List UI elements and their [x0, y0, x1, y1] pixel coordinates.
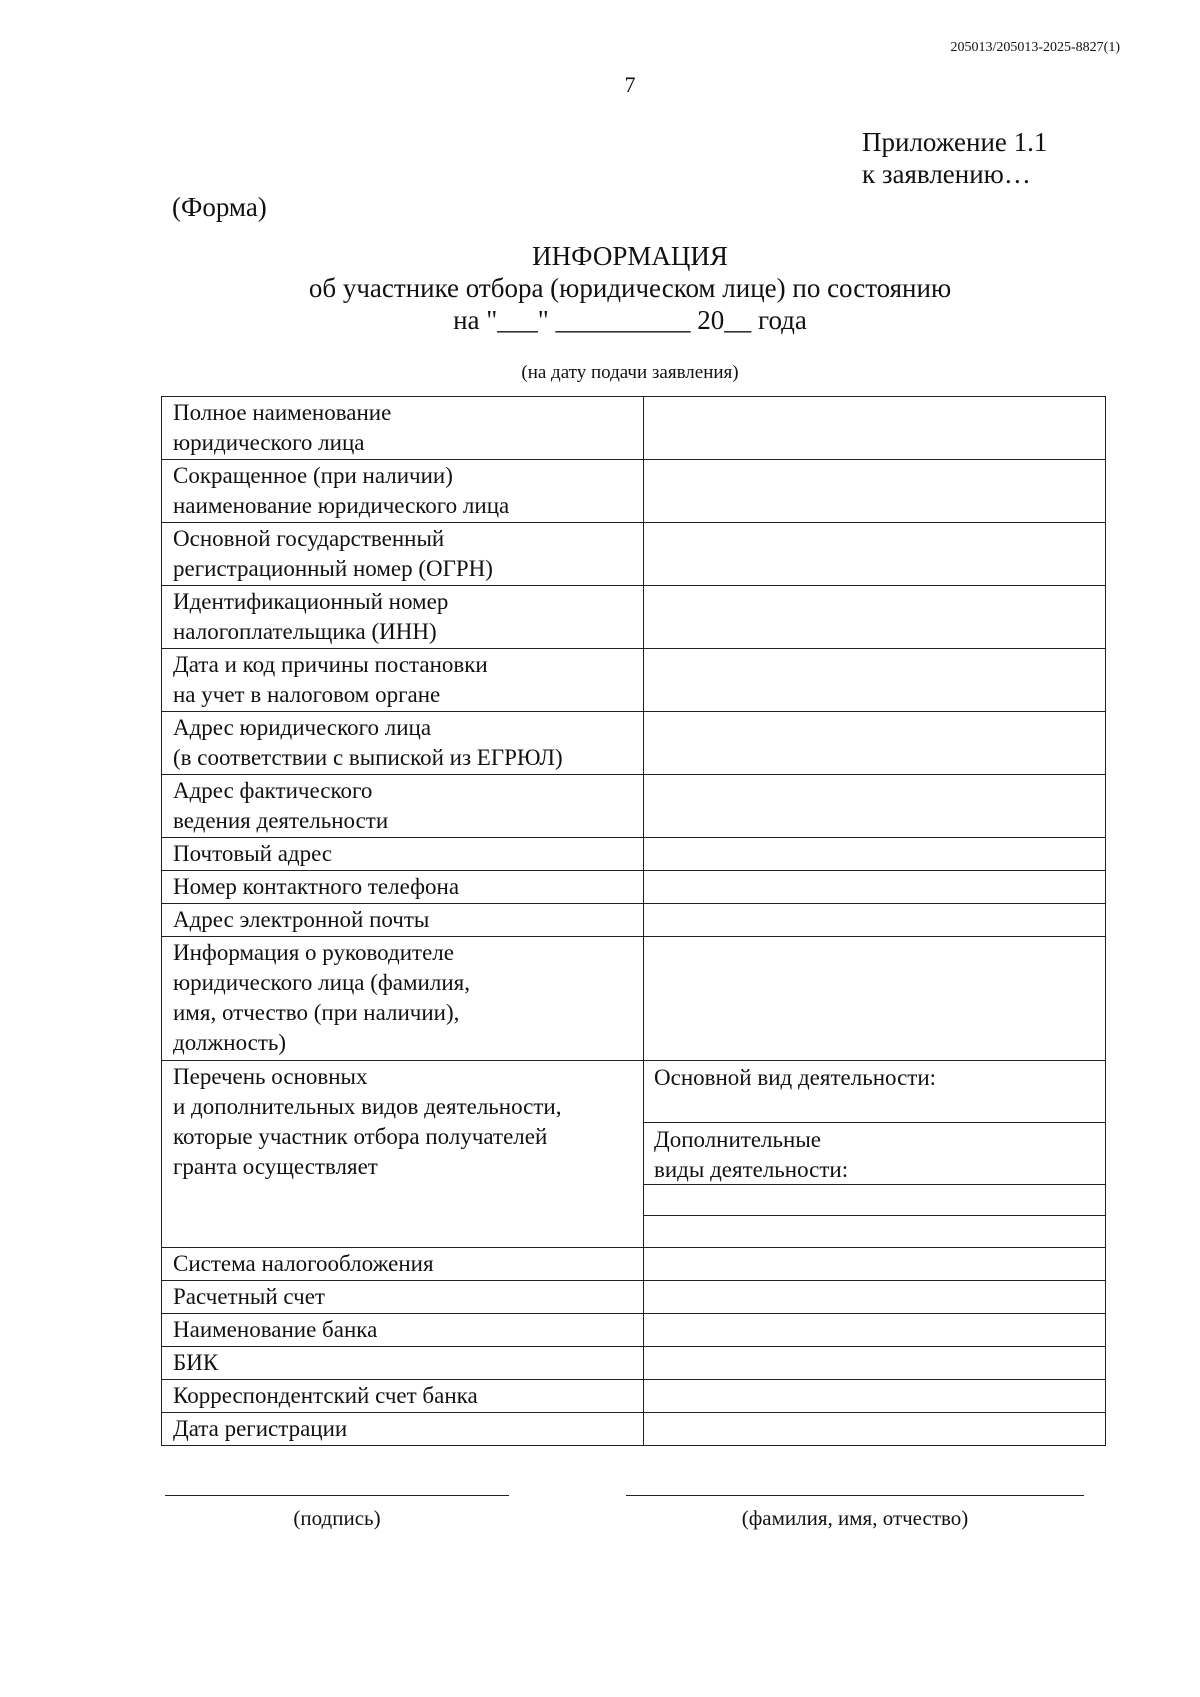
row-label: Сокращенное (при наличии) наименование юридического лица [162, 460, 644, 523]
row-value-field[interactable] [644, 1248, 1106, 1281]
appendix-line-2: к заявлению… [862, 159, 1031, 189]
row-value-field[interactable] [644, 871, 1106, 904]
row-label: Система налогообложения [162, 1248, 644, 1281]
row-label: Адрес фактического ведения деятельности [162, 775, 644, 838]
row-value-field[interactable] [644, 649, 1106, 712]
row-label: Корреспондентский счет банка [162, 1380, 644, 1413]
row-label: Основной государственный регистрационный номер (ОГРН) [162, 523, 644, 586]
row-value-field[interactable] [644, 1413, 1106, 1446]
row-value-field[interactable] [644, 904, 1106, 937]
additional-activities-field[interactable]: Дополнительные виды деятельности: [644, 1123, 1105, 1185]
table-row [162, 775, 1106, 838]
appendix-line-1: Приложение 1.1 [862, 127, 1048, 157]
row-label: Номер контактного телефона [162, 871, 644, 904]
table-row [162, 1380, 1106, 1413]
table-row [162, 586, 1106, 649]
activities-cell [644, 1061, 1106, 1248]
page-number: 7 [624, 72, 636, 97]
row-value-field[interactable] [644, 712, 1106, 775]
row-label: Почтовый адрес [162, 838, 644, 871]
table-row [162, 937, 1106, 1061]
table-row [162, 397, 1106, 460]
main-activity-field[interactable] [644, 1061, 1105, 1123]
table-row [162, 649, 1106, 712]
signature-label: (подпись) [293, 1506, 381, 1530]
table-row [162, 838, 1106, 871]
additional-activity-line-1[interactable] [644, 1185, 1105, 1216]
table-row [162, 1281, 1106, 1314]
table-row [162, 460, 1106, 523]
row-label: БИК [162, 1347, 644, 1380]
row-value-field[interactable] [644, 838, 1106, 871]
table-row [162, 871, 1106, 904]
document-id: 205013/205013-2025-8827(1) [950, 40, 1120, 55]
row-label: Расчетный счет [162, 1281, 644, 1314]
title-line-1: ИНФОРМАЦИЯ [532, 241, 728, 271]
row-value-field[interactable] [644, 937, 1106, 1061]
table-row [162, 712, 1106, 775]
row-value-field[interactable] [644, 523, 1106, 586]
row-value-field[interactable] [644, 1314, 1106, 1347]
title-line-3: на "___" __________ 20__ года [453, 305, 807, 335]
activities-label: Перечень основных и дополнительных видов деятельности, которые участник отбора получателей гранта осуществляет [162, 1061, 644, 1248]
table-row [162, 523, 1106, 586]
participant-info-table [161, 396, 1106, 1446]
table-row [162, 1413, 1106, 1446]
full-name-label: (фамилия, имя, отчество) [741, 1506, 969, 1530]
row-value-field[interactable] [644, 460, 1106, 523]
row-value-field[interactable] [644, 1347, 1106, 1380]
table-row [162, 904, 1106, 937]
row-label: Адрес электронной почты [162, 904, 644, 937]
date-note: (на дату подачи заявления) [521, 362, 739, 383]
title-line-2: об участнике отбора (юридическом лице) по состоянию [308, 273, 952, 303]
document-title [0, 240, 1200, 336]
row-label: Полное наименование юридического лица [162, 397, 644, 460]
row-label: Идентификационный номер налогоплательщика (ИНН) [162, 586, 644, 649]
activities-row [162, 1061, 1106, 1248]
row-label: Информация о руководителе юридического лица (фамилия, имя, отчество (при наличии), должность) [162, 937, 644, 1061]
row-value-field[interactable] [644, 775, 1106, 838]
row-label: Адрес юридического лица (в соответствии с выпиской из ЕГРЮЛ) [162, 712, 644, 775]
table-row [162, 1314, 1106, 1347]
row-value-field[interactable] [644, 1281, 1106, 1314]
row-label: Дата и код причины постановки на учет в налоговом органе [162, 649, 644, 712]
row-value-field[interactable] [644, 1380, 1106, 1413]
row-label: Наименование банка [162, 1314, 644, 1347]
form-label: (Форма) [172, 192, 267, 222]
additional-activity-line-2[interactable] [644, 1216, 1105, 1247]
full-name-line[interactable] [626, 1495, 1084, 1496]
main-activity-label: Основной вид деятельности: [654, 1065, 937, 1090]
table-row [162, 1248, 1106, 1281]
row-label: Дата регистрации [162, 1413, 644, 1446]
appendix-reference [862, 126, 1047, 190]
row-value-field[interactable] [644, 586, 1106, 649]
signature-line[interactable] [165, 1495, 509, 1496]
row-value-field[interactable] [644, 397, 1106, 460]
table-row [162, 1347, 1106, 1380]
